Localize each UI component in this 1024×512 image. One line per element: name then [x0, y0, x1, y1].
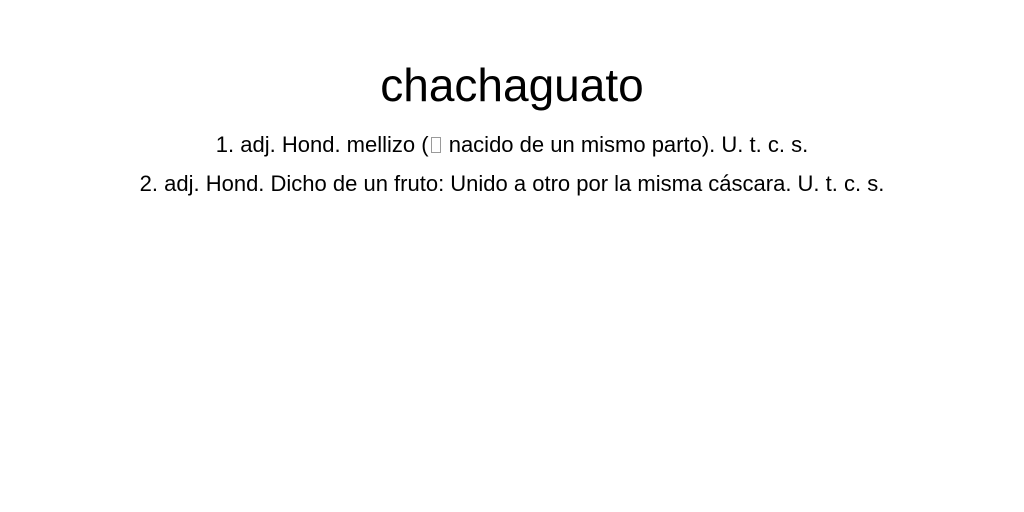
definition-text: adj. Hond. Dicho de un fruto: Unido a otro por la misma cáscara. U. t. c. s. — [164, 171, 885, 196]
definition-number: 1. — [215, 132, 235, 157]
definition-number: 2. — [139, 171, 158, 196]
definition-2 — [0, 169, 1024, 208]
definition-text-after: nacido de un mismo parto). U. t. c. s. — [442, 132, 809, 157]
headword: chachaguato — [380, 59, 644, 111]
definition-list — [0, 130, 1024, 208]
definition-1 — [0, 130, 1024, 169]
definition-text-before: adj. Hond. mellizo ( — [240, 132, 429, 157]
missing-glyph-icon — [431, 137, 441, 153]
